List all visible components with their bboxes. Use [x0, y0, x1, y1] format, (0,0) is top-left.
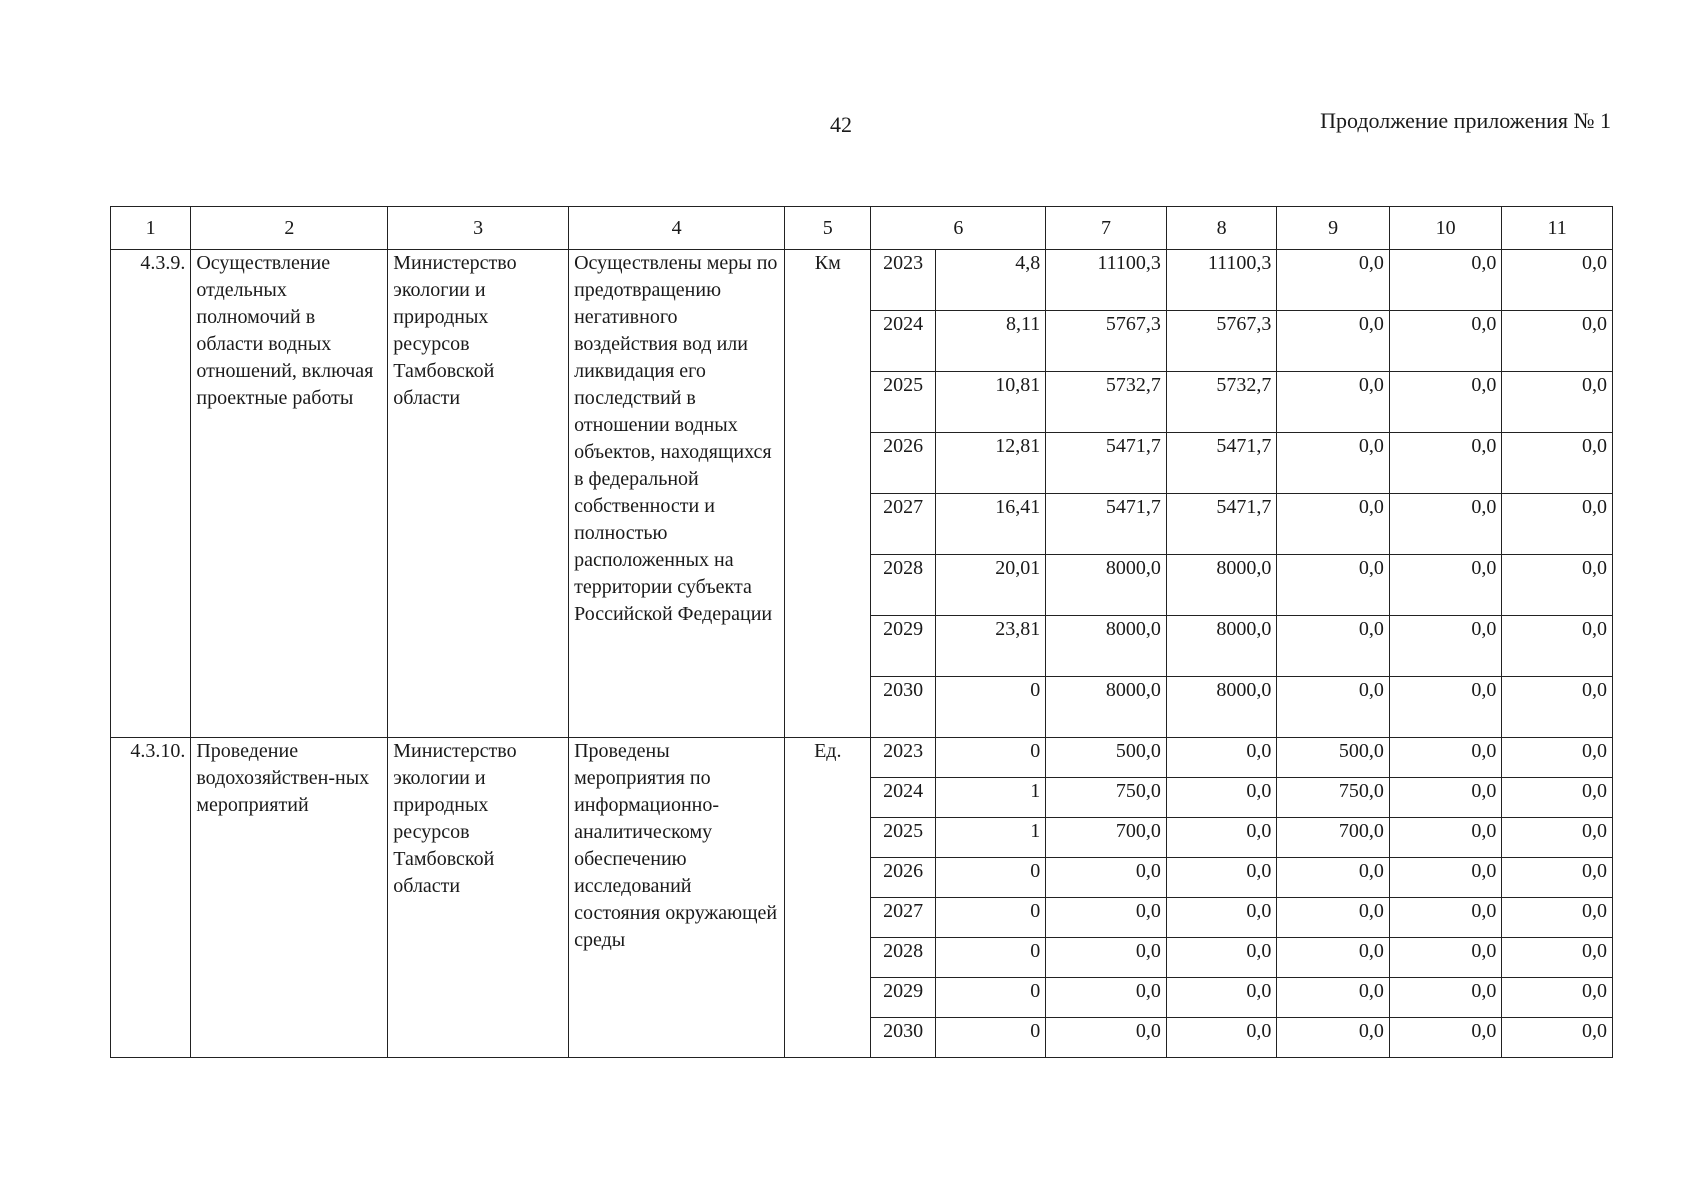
value-cell-col-11: 0,0: [1502, 938, 1613, 978]
value-cell-col-11: 0,0: [1502, 978, 1613, 1018]
year-cell: 2029: [871, 978, 935, 1018]
value-cell-col-6: 0: [935, 1018, 1046, 1058]
value-cell-col-6: 0: [935, 677, 1046, 738]
value-cell-col-8: 5471,7: [1166, 494, 1277, 555]
column-header-2: 2: [191, 207, 388, 250]
value-cell-col-10: 0,0: [1389, 494, 1502, 555]
item-name: Проведение водохозяйствен-ных мероприятий: [191, 738, 388, 1058]
value-cell-col-7: 0,0: [1046, 938, 1167, 978]
year-cell: 2028: [871, 938, 935, 978]
year-cell: 2029: [871, 616, 935, 677]
value-cell-col-9: 0,0: [1277, 938, 1390, 978]
value-cell-col-8: 0,0: [1166, 738, 1277, 778]
item-unit: Км: [785, 250, 871, 738]
program-table: [110, 206, 1613, 1058]
value-cell-col-6: 0: [935, 738, 1046, 778]
value-cell-col-6: 20,01: [935, 555, 1046, 616]
value-cell-col-7: 8000,0: [1046, 616, 1167, 677]
value-cell-col-10: 0,0: [1389, 433, 1502, 494]
value-cell-col-11: 0,0: [1502, 778, 1613, 818]
year-cell: 2027: [871, 898, 935, 938]
column-header-4: 4: [569, 207, 785, 250]
item-executor: Министерство экологии и природных ресурсов Тамбовской области: [388, 738, 569, 1058]
year-cell: 2025: [871, 372, 935, 433]
item-result: Проведены мероприятия по информационно-аналитическому обеспечению исследований состояния окружающей среды: [569, 738, 785, 1058]
value-cell-col-10: 0,0: [1389, 898, 1502, 938]
value-cell-col-10: 0,0: [1389, 372, 1502, 433]
value-cell-col-6: 1: [935, 818, 1046, 858]
column-header-7: 7: [1046, 207, 1167, 250]
value-cell-col-7: 0,0: [1046, 978, 1167, 1018]
table-header: [111, 207, 1613, 250]
value-cell-col-7: 0,0: [1046, 898, 1167, 938]
value-cell-col-9: 0,0: [1277, 250, 1390, 311]
value-cell-col-6: 0: [935, 938, 1046, 978]
value-cell-col-11: 0,0: [1502, 616, 1613, 677]
value-cell-col-10: 0,0: [1389, 858, 1502, 898]
value-cell-col-6: 0: [935, 898, 1046, 938]
item-unit: Ед.: [785, 738, 871, 1058]
value-cell-col-8: 8000,0: [1166, 616, 1277, 677]
value-cell-col-9: 700,0: [1277, 818, 1390, 858]
value-cell-col-10: 0,0: [1389, 555, 1502, 616]
column-header-1: 1: [111, 207, 191, 250]
page-number: 42: [830, 112, 852, 137]
table-body: [111, 250, 1613, 1058]
value-cell-col-6: 10,81: [935, 372, 1046, 433]
value-cell-col-7: 500,0: [1046, 738, 1167, 778]
value-cell-col-9: 0,0: [1277, 898, 1390, 938]
item-executor: Министерство экологии и природных ресурсов Тамбовской области: [388, 250, 569, 738]
year-cell: 2024: [871, 311, 935, 372]
value-cell-col-7: 8000,0: [1046, 555, 1167, 616]
column-header-9: 9: [1277, 207, 1390, 250]
value-cell-col-7: 5471,7: [1046, 433, 1167, 494]
table-row: [111, 250, 1613, 311]
value-cell-col-10: 0,0: [1389, 311, 1502, 372]
value-cell-col-9: 0,0: [1277, 311, 1390, 372]
value-cell-col-6: 12,81: [935, 433, 1046, 494]
value-cell-col-6: 1: [935, 778, 1046, 818]
year-cell: 2023: [871, 250, 935, 311]
column-header-6: 6: [871, 207, 1046, 250]
value-cell-col-6: 23,81: [935, 616, 1046, 677]
column-header-5: 5: [785, 207, 871, 250]
column-header-3: 3: [388, 207, 569, 250]
column-numbers-row: [111, 207, 1613, 250]
value-cell-col-8: 0,0: [1166, 778, 1277, 818]
value-cell-col-11: 0,0: [1502, 372, 1613, 433]
year-cell: 2025: [871, 818, 935, 858]
value-cell-col-9: 0,0: [1277, 978, 1390, 1018]
value-cell-col-8: 0,0: [1166, 858, 1277, 898]
value-cell-col-9: 0,0: [1277, 433, 1390, 494]
value-cell-col-11: 0,0: [1502, 818, 1613, 858]
value-cell-col-10: 0,0: [1389, 738, 1502, 778]
table-row: [111, 738, 1613, 778]
value-cell-col-7: 5732,7: [1046, 372, 1167, 433]
value-cell-col-10: 0,0: [1389, 616, 1502, 677]
value-cell-col-7: 8000,0: [1046, 677, 1167, 738]
value-cell-col-7: 750,0: [1046, 778, 1167, 818]
column-header-8: 8: [1166, 207, 1277, 250]
value-cell-col-9: 0,0: [1277, 677, 1390, 738]
value-cell-col-6: 0: [935, 978, 1046, 1018]
value-cell-col-8: 8000,0: [1166, 677, 1277, 738]
value-cell-col-9: 0,0: [1277, 858, 1390, 898]
value-cell-col-9: 0,0: [1277, 1018, 1390, 1058]
value-cell-col-8: 0,0: [1166, 898, 1277, 938]
item-code: 4.3.9.: [111, 250, 191, 738]
year-cell: 2026: [871, 858, 935, 898]
value-cell-col-7: 5767,3: [1046, 311, 1167, 372]
value-cell-col-10: 0,0: [1389, 778, 1502, 818]
value-cell-col-11: 0,0: [1502, 738, 1613, 778]
item-name: Осуществление отдельных полномочий в области водных отношений, включая проектные работы: [191, 250, 388, 738]
value-cell-col-9: 0,0: [1277, 555, 1390, 616]
value-cell-col-11: 0,0: [1502, 250, 1613, 311]
value-cell-col-7: 0,0: [1046, 1018, 1167, 1058]
value-cell-col-8: 5767,3: [1166, 311, 1277, 372]
value-cell-col-7: 5471,7: [1046, 494, 1167, 555]
value-cell-col-7: 11100,3: [1046, 250, 1167, 311]
value-cell-col-6: 0: [935, 858, 1046, 898]
column-header-10: 10: [1389, 207, 1502, 250]
year-cell: 2026: [871, 433, 935, 494]
value-cell-col-11: 0,0: [1502, 555, 1613, 616]
column-header-11: 11: [1502, 207, 1613, 250]
value-cell-col-6: 8,11: [935, 311, 1046, 372]
value-cell-col-6: 4,8: [935, 250, 1046, 311]
year-cell: 2030: [871, 1018, 935, 1058]
value-cell-col-9: 750,0: [1277, 778, 1390, 818]
value-cell-col-8: 0,0: [1166, 1018, 1277, 1058]
value-cell-col-10: 0,0: [1389, 978, 1502, 1018]
value-cell-col-8: 0,0: [1166, 938, 1277, 978]
year-cell: 2028: [871, 555, 935, 616]
year-cell: 2024: [871, 778, 935, 818]
value-cell-col-7: 0,0: [1046, 858, 1167, 898]
value-cell-col-10: 0,0: [1389, 1018, 1502, 1058]
value-cell-col-8: 5471,7: [1166, 433, 1277, 494]
item-code: 4.3.10.: [111, 738, 191, 1058]
value-cell-col-11: 0,0: [1502, 433, 1613, 494]
value-cell-col-11: 0,0: [1502, 858, 1613, 898]
value-cell-col-9: 0,0: [1277, 616, 1390, 677]
value-cell-col-11: 0,0: [1502, 311, 1613, 372]
value-cell-col-11: 0,0: [1502, 677, 1613, 738]
value-cell-col-9: 0,0: [1277, 494, 1390, 555]
value-cell-col-8: 8000,0: [1166, 555, 1277, 616]
value-cell-col-11: 0,0: [1502, 494, 1613, 555]
value-cell-col-10: 0,0: [1389, 938, 1502, 978]
value-cell-col-10: 0,0: [1389, 677, 1502, 738]
value-cell-col-11: 0,0: [1502, 1018, 1613, 1058]
year-cell: 2023: [871, 738, 935, 778]
year-cell: 2027: [871, 494, 935, 555]
value-cell-col-8: 0,0: [1166, 818, 1277, 858]
year-cell: 2030: [871, 677, 935, 738]
value-cell-col-8: 5732,7: [1166, 372, 1277, 433]
value-cell-col-9: 0,0: [1277, 372, 1390, 433]
value-cell-col-6: 16,41: [935, 494, 1046, 555]
value-cell-col-8: 0,0: [1166, 978, 1277, 1018]
value-cell-col-9: 500,0: [1277, 738, 1390, 778]
value-cell-col-11: 0,0: [1502, 898, 1613, 938]
value-cell-col-7: 700,0: [1046, 818, 1167, 858]
appendix-note: Продолжение приложения № 1: [1320, 108, 1611, 133]
value-cell-col-8: 11100,3: [1166, 250, 1277, 311]
value-cell-col-10: 0,0: [1389, 250, 1502, 311]
item-result: Осуществлены меры по предотвращению негативного воздействия вод или ликвидация его последствий в отношении водных объектов, находящихся в федеральной собственности и полностью расположенных на территории субъекта Российской Федерации: [569, 250, 785, 738]
value-cell-col-10: 0,0: [1389, 818, 1502, 858]
